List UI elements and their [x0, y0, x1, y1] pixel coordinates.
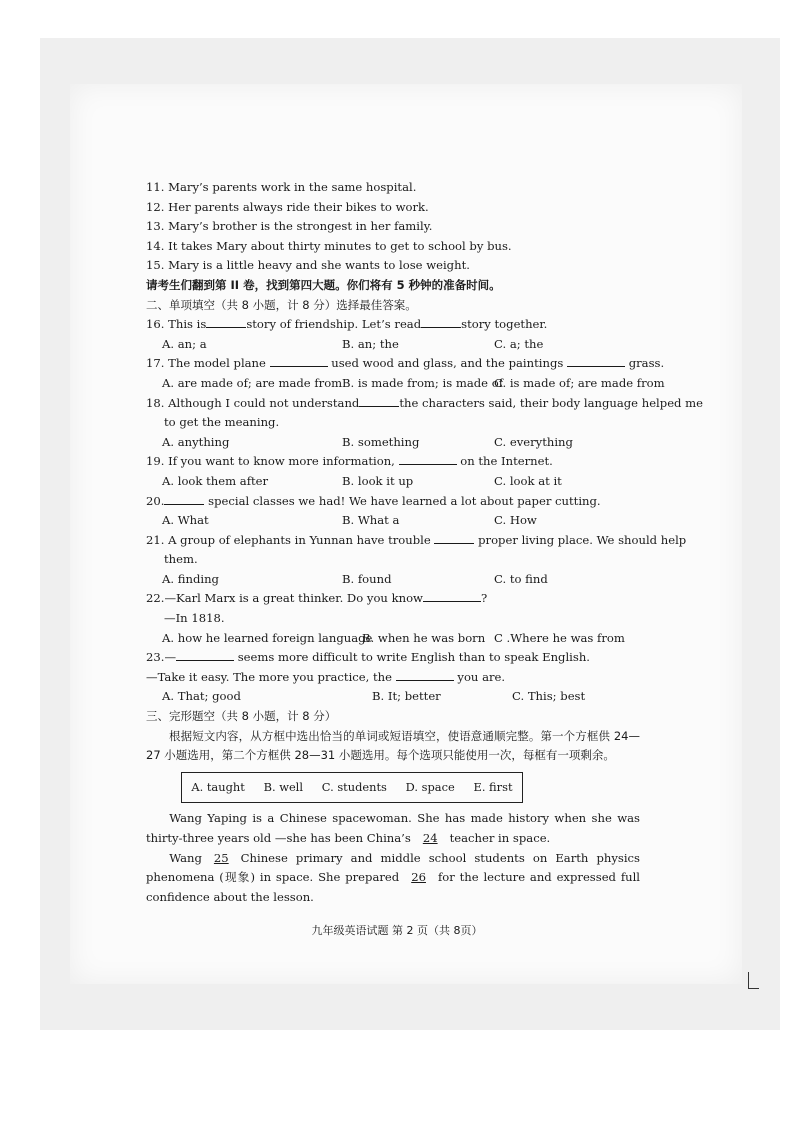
question-22: 22.—Karl Marx is a great thinker. Do you know ?: [146, 591, 488, 606]
option-a: A. look them after: [162, 473, 269, 488]
option-a: A. What: [162, 513, 209, 528]
option-b: B. something: [342, 434, 420, 449]
option-b: B. look it up: [342, 473, 414, 488]
section-3-title: 三、完形题空（共 8 小题，计 8 分）: [146, 709, 337, 724]
question-17: 17. The model plane used wood and glass, and the paintings grass.: [146, 356, 665, 371]
option-c: C. How: [494, 513, 537, 528]
question-16: 16. This is story of friendship. Let’s read story together.: [146, 317, 548, 332]
question-19-options: [146, 472, 640, 492]
option-b: B. It; better: [372, 689, 441, 704]
turn-page-notice: 请考生们翻到第 II 卷，找到第四大题。你们将有 5 秒钟的准备时间。: [146, 277, 501, 292]
statement-15: 15. Mary is a little heavy and she wants to lose weight.: [146, 258, 470, 273]
option-c: C. a; the: [494, 336, 544, 351]
word-box: [181, 772, 523, 804]
option-a: A. anything: [162, 434, 230, 449]
question-21: 21. A group of elephants in Yunnan have trouble proper living place. We should help: [146, 532, 687, 547]
blank: [421, 315, 461, 328]
question-18-options: [146, 433, 640, 453]
blank-24: 24: [422, 831, 438, 845]
question-18-continued: to get the meaning.: [164, 415, 280, 430]
option-a: A. That; good: [162, 689, 241, 704]
blank: [164, 492, 204, 505]
blank: [206, 315, 246, 328]
blank: [423, 589, 481, 602]
option-c: C. This; best: [512, 689, 586, 704]
statement-11: 11. Mary’s parents work in the same hospital.: [146, 180, 417, 194]
blank: [176, 648, 234, 661]
crop-mark: [748, 972, 759, 989]
question-23-reply: —Take it easy. The more you practice, the you are.: [146, 669, 506, 684]
question-21-options: [146, 570, 640, 590]
blank: [567, 354, 625, 367]
blank-26: 26: [411, 870, 426, 885]
question-17-options: [146, 374, 665, 394]
exam-content: [146, 178, 704, 907]
page-footer: 九年级英语试题 第 2 页（共 8页）: [311, 924, 483, 937]
option-c: C. is made of; are made from: [494, 375, 665, 390]
question-23: 23.— seems more difficult to write English than to speak English.: [146, 650, 590, 665]
question-23-options: [146, 687, 640, 707]
word-option-e: E. first: [473, 779, 513, 794]
blank: [434, 531, 474, 544]
option-b: B. is made from; is made of: [342, 375, 503, 390]
blank: [399, 452, 457, 465]
blank: [396, 668, 454, 681]
option-c: C. to find: [494, 571, 548, 586]
option-b: B. found: [342, 571, 392, 586]
blank: [359, 394, 399, 407]
question-18: 18. Although I could not understand the characters said, their body language helped me: [146, 395, 704, 410]
word-option-b: B. well: [263, 779, 303, 794]
statement-12: 12. Her parents always ride their bikes to work.: [146, 199, 429, 214]
question-16-options: [146, 335, 640, 355]
option-a: A. how he learned foreign language: [162, 630, 373, 645]
question-22-answer-line: —In 1818.: [164, 611, 225, 626]
question-22-options: [146, 629, 640, 649]
section-3-instructions: 根据短文内容，从方框中选出恰当的单词或短语填空，使语意通顺完整。第一个方框供 24—27 小题选用，第二个方框供 28—31 小题选用。每个选项只能使用一次，每框有一项剩余。: [146, 728, 640, 763]
passage-paragraph-1: Wang Yaping is a Chinese spacewoman. She has made history when she was thirty-three years old —she has been China’s 24 teacher in space.: [146, 811, 640, 845]
option-a: A. an; a: [162, 336, 207, 351]
question-20: 20. special classes we had! We have learned a lot about paper cutting.: [146, 493, 601, 508]
option-c: C .Where he was from: [494, 630, 625, 645]
section-2-title: 二、单项填空（共 8 小题，计 8 分）选择最佳答案。: [146, 297, 417, 312]
option-b: B. when he was born: [362, 630, 486, 645]
option-a: A. finding: [162, 571, 219, 586]
option-c: C. look at it: [494, 473, 562, 488]
passage-paragraph-2: Wang 25 Chinese primary and middle school students on Earth physics phenomena (现象) in space. She prepared 26 for the lecture and expressed full confidence about the lesson.: [146, 850, 641, 904]
question-19: 19. If you want to know more information, on the Internet.: [146, 454, 553, 469]
option-b: B. an; the: [342, 336, 399, 351]
word-option-a: A. taught: [191, 779, 245, 794]
word-option-c: C. students: [321, 779, 387, 794]
statement-14: 14. It takes Mary about thirty minutes to get to school by bus.: [146, 238, 512, 253]
option-a: A. are made of; are made from: [162, 375, 343, 390]
word-option-d: D. space: [405, 779, 455, 794]
option-b: B. What a: [342, 513, 400, 528]
blank-25: 25: [213, 850, 229, 865]
blank: [270, 354, 328, 367]
question-20-options: [146, 511, 640, 531]
option-c: C. everything: [494, 434, 573, 449]
statement-13: 13. Mary’s brother is the strongest in her family.: [146, 219, 433, 234]
question-21-continued: them.: [164, 552, 198, 567]
